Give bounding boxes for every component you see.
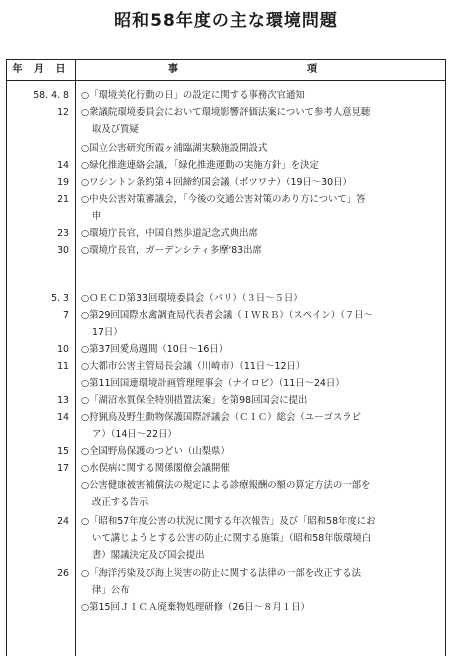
event-line: ○中央公害対策審議会，「今後の交通公害対策のあり方について」答 xyxy=(81,194,366,205)
row-date: 21 xyxy=(57,194,69,205)
row-date: 10 xyxy=(57,344,69,355)
event-line: 律」公布 xyxy=(92,585,130,596)
row-event xyxy=(81,375,433,392)
row-event xyxy=(81,599,433,616)
event-line: ○第15回ＪＩＣＡ廃棄物処理研修（26日〜８月１日） xyxy=(81,602,310,613)
row-event xyxy=(81,565,433,599)
row-date: 14 xyxy=(57,412,69,423)
row-date: 5. 3 xyxy=(51,293,69,304)
event-line: ○水俣病に関する関係閣僚会議開催 xyxy=(81,463,230,474)
row-date: 30 xyxy=(57,245,69,256)
event-line: 取及び質疑 xyxy=(92,124,139,135)
event-line: ○「海洋汚染及び海上災害の防止に関する法律の一部を改正する法 xyxy=(81,568,362,579)
row-date: 23 xyxy=(57,228,69,239)
event-line: ○第29回国際水禽調査局代表者会議（ＩＷＲＢ）（スペイン）（７日〜 xyxy=(81,310,373,321)
event-line: 17日） xyxy=(92,327,123,338)
event-line: 書）閣議決定及び国会提出 xyxy=(92,550,205,561)
event-line: ○第37回愛鳥週間（10日〜16日） xyxy=(81,344,229,355)
event-line: ○国立公害研究所霞ヶ浦臨湖実験施設開設式 xyxy=(81,143,268,154)
header-date: 年 月 日 xyxy=(12,64,70,75)
row-event xyxy=(81,242,433,259)
header-event-char-1: 事 xyxy=(168,64,178,75)
event-line: ○第11回国連環境計画管理理事会（ナイロビ）（11日〜24日） xyxy=(81,378,345,389)
event-line: ○ＯＥＣＤ第33回環境委員会（パリ）（３日〜５日） xyxy=(81,293,303,304)
event-line: ○公害健康被害補償法の規定による診療報酬の額の算定方法の一部を xyxy=(81,480,371,491)
row-event xyxy=(81,460,433,477)
row-date: 15 xyxy=(57,446,69,457)
row-event xyxy=(81,157,433,174)
header-event xyxy=(76,60,445,80)
row-date: 58. 4. 8 xyxy=(33,90,69,101)
row-event xyxy=(81,358,433,375)
page-title: 昭和58年度の主な環境問題 xyxy=(114,11,338,31)
event-line: ○全国野鳥保護のつどい（山梨県） xyxy=(81,446,230,457)
table-header xyxy=(7,60,445,81)
event-line: 改正する告示 xyxy=(92,497,149,508)
row-event xyxy=(81,174,433,191)
row-event xyxy=(81,392,433,409)
row-date: 12 xyxy=(57,107,69,118)
event-line: ○衆議院環境委員会において環境影響評価法案について参考人意見聴 xyxy=(81,107,371,118)
event-line: いて講じようとする公害の防止に関する施策」（昭和58年版環境白 xyxy=(92,533,372,544)
event-line: ○大都市公害主管局長会議（川崎市）（11日〜12日） xyxy=(81,361,306,372)
row-date: 19 xyxy=(57,177,69,188)
header-event-char-2: 項 xyxy=(307,64,317,75)
row-event xyxy=(81,513,433,564)
event-line: ○環境庁長官，中国自然歩道記念式典出席 xyxy=(81,228,258,239)
column-divider xyxy=(75,60,76,656)
row-event xyxy=(81,443,433,460)
event-line: ○環境庁長官，ガーデンシティ多摩'83出席 xyxy=(81,245,262,256)
row-date: 17 xyxy=(57,463,69,474)
row-date: 14 xyxy=(57,160,69,171)
event-line: ア）（14日〜22日） xyxy=(92,429,177,440)
row-date: 24 xyxy=(57,516,69,527)
row-event xyxy=(81,290,433,307)
event-line: ○ワシントン条約第４回締約国会議（ボツワナ）（19日〜30日） xyxy=(81,177,352,188)
row-event xyxy=(81,477,433,511)
events-table xyxy=(6,59,446,656)
row-date: 26 xyxy=(57,568,69,579)
event-line: ○「昭和57年度公害の状況に関する年次報告」及び「昭和58年度にお xyxy=(81,516,376,527)
row-date: 13 xyxy=(57,395,69,406)
row-event xyxy=(81,140,433,157)
row-event xyxy=(81,191,433,225)
row-event xyxy=(81,341,433,358)
row-event xyxy=(81,225,433,242)
event-line: ○緑化推進連絡会議，「緑化推進運動の実施方針」を決定 xyxy=(81,160,319,171)
event-line: ○「環境美化行動の日」の設定に関する事務次官通知 xyxy=(81,90,305,101)
event-line: ○「湖沼水質保全特別措置法案」を第98回国会に提出 xyxy=(81,395,308,406)
row-event xyxy=(81,87,433,104)
row-date: 7 xyxy=(63,310,69,321)
row-event xyxy=(81,307,433,341)
row-event xyxy=(81,104,433,138)
row-date: 11 xyxy=(57,361,69,372)
event-line: 申 xyxy=(92,211,102,222)
event-line: ○狩猟鳥及野生動物保護国際評議会（ＣＩＣ）総会（ユーゴスラビ xyxy=(81,412,362,423)
row-event xyxy=(81,409,433,443)
